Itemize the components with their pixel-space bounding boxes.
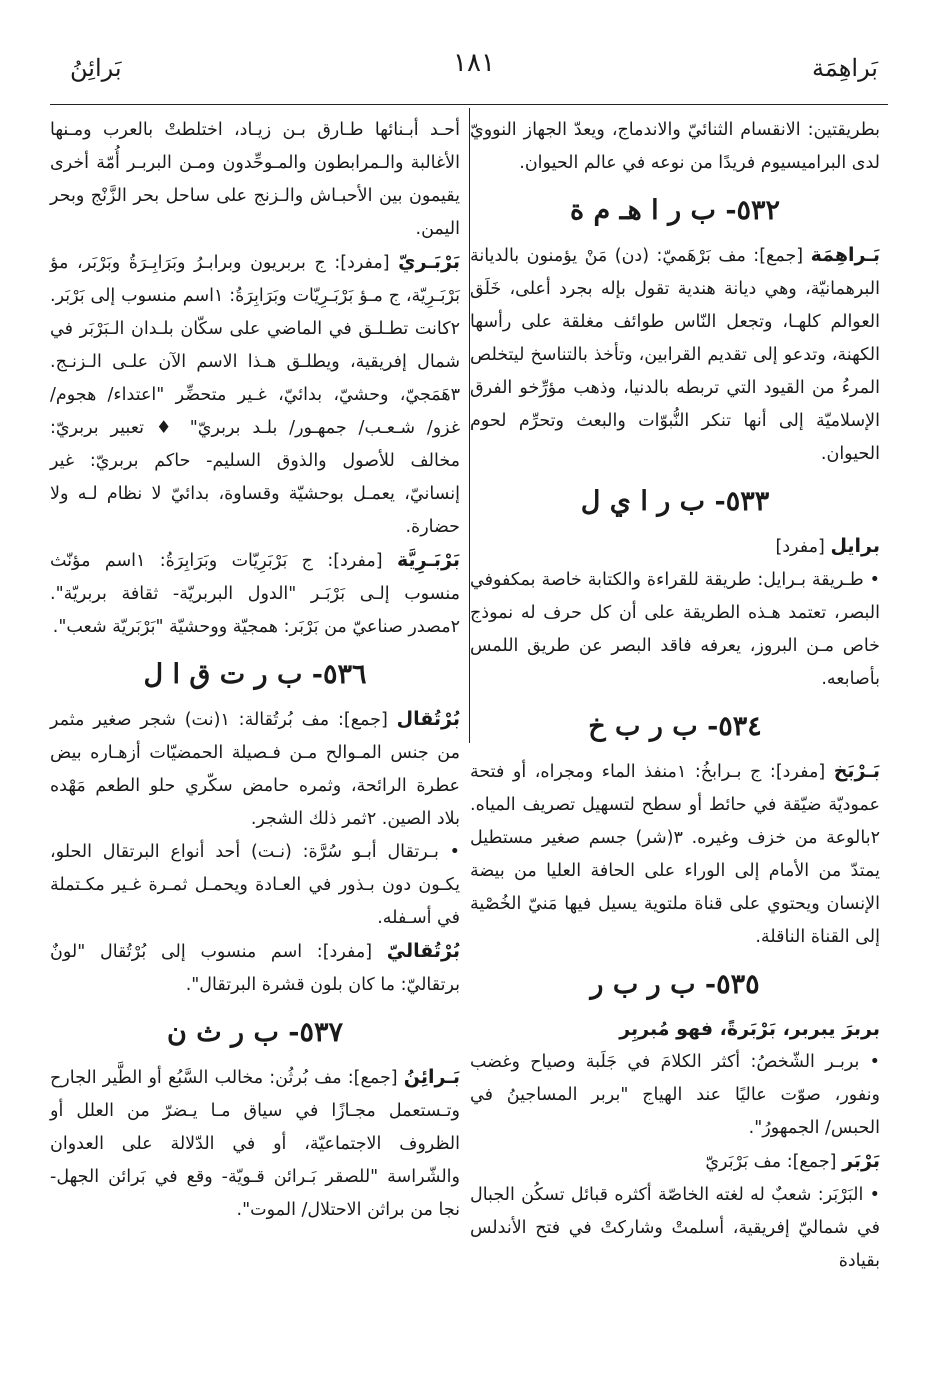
section-heading-535: ٥٣٥- ب ر ب ر [590, 969, 760, 1000]
entry-barahima [470, 239, 880, 471]
entry-sense: • البَرْبَر: شعبٌ له لغته الخاصّة أكثره قبائل تسكُن الجبال في شماليّ إفريقية، أسلمتْ وشاركتْ في فتح الأندلس بقيادة [470, 1185, 880, 1271]
verb-forms: بربرَ يبربر، بَرْبَرةً، فهو مُبربِر [619, 1018, 880, 1040]
continuation-text: أحـد أبـنائها طـارق بـن زيـاد، اختلطتْ بالعرب ومـنها الأغالبة والـمرابطون والمـوحِّدون ومـن البربـر أُمّة أخرى يقيمون بين الأحبـاش والـزنج على ساحل بحر الزَّنْج وبحر اليمن. [50, 120, 460, 239]
entry-tag: [مفرد] [775, 537, 831, 557]
section-heading-537: ٥٣٧- ب ر ث ن [166, 1017, 344, 1048]
section-heading-532: ٥٣٢- ب ر ا هـ م ة [569, 195, 781, 226]
continuation-text: بطريقتين: الانقسام الثنائيّ والاندماج، ويعدّ الجهاز النوويّ لدى البراميسيوم فريدًا من نوعه في عالم الحيوان. [470, 120, 880, 173]
entry-headword: بُرْتُقال [396, 708, 460, 730]
right-column [470, 114, 880, 1278]
entry-barbari [50, 246, 460, 544]
entry-baraain [50, 1061, 460, 1227]
entry-definition: [جمع]: مف بُرتُقالة: ١(نت) شجر صغير مثمر من جنس المـوالح مـن فـصيلة الحمضيّات أزهـاره بيض عطرة الرائحة، وثمره حامض سكّري حلو الطعم مَهْده بلاد الصين. ٢ثمر ذلك الشجر. [50, 710, 460, 829]
section-heading-533: ٥٣٣- ب ر ا ي ل [580, 486, 770, 517]
header-rule [50, 104, 888, 105]
entry-headword: بَرْبَـريّ [398, 251, 460, 273]
entry-burtuqali [50, 935, 460, 1002]
entry-barbariyya [50, 544, 460, 644]
entry-headword: بَـرْبَخ [833, 760, 880, 782]
entry-burtuqal [50, 703, 460, 836]
entry-headword: بَـراهِمَة [810, 244, 880, 266]
entry-definition: [مفرد]: ج بـرابخُ: ١منفذ الماء ومجراه، أو فتحة عموديّة ضيّقة في حائط أو سطح لتسهيل تصريف المياه. ٢بالوعة من خزف وغيره. ٣(شر) جسم صغير مستطيل يمتدّ من الأمام إلى الوراء على الحافة العليا من بيضة الإنسان ويحتوي على قناة ملتوية يسيل فيها مَنيّ الخُصْية إلى القناة الناقلة. [470, 762, 880, 947]
left-column [50, 114, 460, 1227]
entry-definition: • طـريقة بـرايل: طريقة للقراءة والكتابة خاصة بمكفوفي البصر، تعتمد هـذه الطريقة على أن كل حرف له نموذج خاص مـن البروز، يعرفه فاقد البصر عن طريق اللمس بأصابعه. [470, 570, 880, 689]
section-heading-534: ٥٣٤- ب ر ب خ [588, 711, 762, 742]
page-header [70, 48, 878, 98]
entry-headword: بَرْبَـرِيَّة [396, 549, 460, 571]
section-heading-536: ٥٣٦- ب ر ت ق ا ل [143, 659, 367, 690]
entry-definition: [جمع]: مف بَرْبَريّ [705, 1152, 843, 1172]
entry-definition: [جمع]: مف بَرْهَميّ: (دن) مَنْ يؤمنون بالديانة البرهمانيّة، وهي ديانة هندية تقول بإله بجرد أعلى، خَلَق العوالم كلهـا، وتجعل النّاس طوائف مغلقة على رأسها الكهنة، وتدعو إلى تقديم القرابين، وتأخذ بالتناسخ ليتخلص المرءُ من القيود التي تربطه بالدنيا، وذهب مؤرِّخو الفرق الإسلاميّة إلى أنها تنكر النُّبوّات والبعث وتحرِّم لحوم الحيوان. [470, 246, 880, 464]
entry-definition: [مفرد]: ج بربريون وبرابـرُ وبَرَابِـرَةُ وبَرْبَر، مؤ بَرْبَـرِيّة، ج مـؤ بَرْبَـرِيّات وبَرَابِرَةُ: ١اسم منسوب إلى بَرْبَر. ٢كانت تطـلـق في الماضي على سكّان بلـدان الـبَرْبَر في شمال إفريقية، ويطلـق هـذا الاسم الآن علـى الـزنـج. ٣هَمَجيّ، وحشيّ، بدائيّ، غـير متحضِّر "اعتداء/ هجوم/ غزو/ شـعـب/ جمهـور/ بلـد بربريّ" ♦ تعبير بربريّ: مخالف للأصول والذوق السليم- حاكم بربريّ: غير إنسانيّ، يعمـل بوحشيّة وقساوة، بدائيّ لا نظام لـه ولا حضارة. [50, 253, 460, 537]
entry-definition: [مفرد]: اسم منسوب إلى بُرْتُقال "لونٌ برتقاليّ: ما كان بلون قشرة البرتقال". [50, 942, 460, 995]
entry-sense: • بـرتقال أبـو سُرَّة: (نـت) أحد أنواع البرتقال الحلو، يكـون دون بـذور في العـادة ويحمـل ثمـرة غـير مكـتملة في أسـفله. [50, 842, 460, 928]
entry-definition: [مفرد]: ج بَرْبَرِيّات وبَرَابِرَةُ: ١اسم مؤنّث منسوب إلـى بَرْبَـر "الدول البربريّة- ثقافة بربريّة". ٢مصدر صناعيّ من بَرْبَر: همجيّة ووحشيّة "بَرْبَريّة شعب". [50, 551, 460, 637]
entry-headword: برايل [830, 535, 880, 557]
header-last-word: بَرائِنُ [70, 54, 122, 82]
header-first-word: بَراهِمَة [812, 54, 878, 82]
entry-barbar [470, 1145, 880, 1179]
entry-definition: [جمع]: مف بُرثُن: مخالب السَّبُع أو الطَّير الجارح وتـستعمل مجـازًا في سياق مـا يـضرّ من العلل أو الظروف الاجتماعيّة، أو في الدّلالة على العدوان والشّراسة "للصقر بَـرائن قـويّة- وقع في بَرائن الجهل- نجا من براثن الاحتلال/ الموت". [50, 1068, 460, 1220]
entry-braille [470, 530, 880, 564]
entry-barbakh [470, 755, 880, 954]
entry-headword: بَرْبَر [842, 1150, 880, 1172]
page-number: ١٨١ [453, 48, 495, 78]
entry-headword: بَـرائِنُ [403, 1066, 460, 1088]
entry-sense: • بربـر الشّخصُ: أكثر الكلامَ في جَلَبة وصياح وغضب ونفور، صوّت عاليًا عند الهياج "بربر المساجينُ في الحبس/ الجمهورُ". [470, 1052, 880, 1138]
entry-headword: بُرْتُقاليّ [386, 940, 460, 962]
